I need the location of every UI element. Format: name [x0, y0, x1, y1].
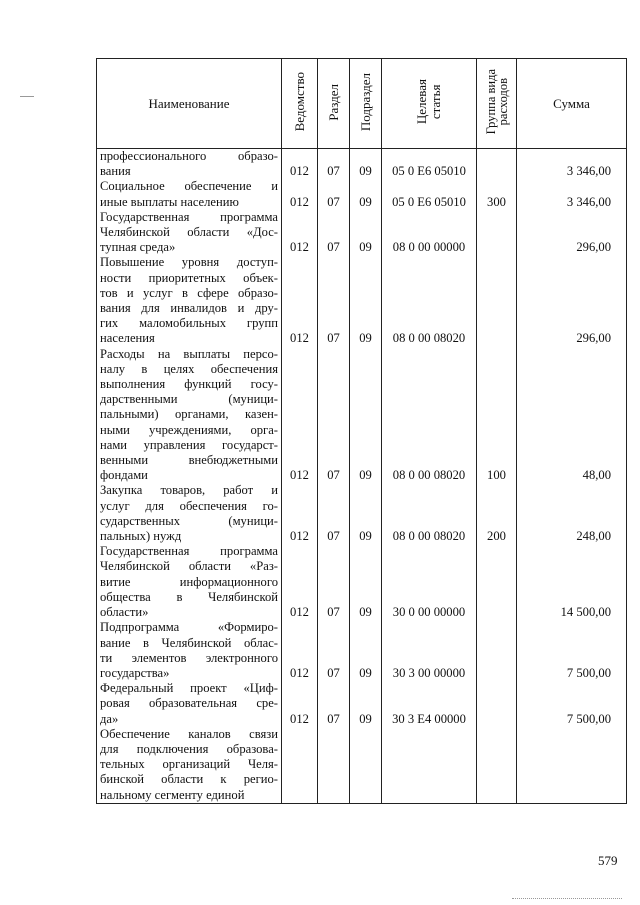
name-line: Государственная программа [100, 544, 278, 559]
name-line: Расходы на выплаты персо- [100, 346, 278, 361]
cell-tselevaya: 30 3 Е4 00000 [382, 681, 477, 727]
cell-vedomstvo: 012 [282, 149, 318, 180]
name-line: Федеральный проект «Циф- [100, 681, 278, 696]
cell-podrazdel: 09 [350, 681, 382, 727]
cell-tselevaya: 08 0 00 00000 [382, 210, 477, 256]
name-line: ными учреждениями, орга- [100, 422, 278, 437]
cell-gruppa [477, 255, 517, 346]
name-line: Закупка товаров, работ и [100, 483, 278, 498]
cell-tselevaya: 30 3 00 00000 [382, 620, 477, 681]
name-line: тупная среда» [100, 240, 176, 255]
name-line: пальными) органами, казен- [100, 407, 278, 422]
cell-summa [517, 727, 627, 804]
name-line: ровая образовательная сре- [100, 696, 278, 711]
name-line: общества в Челябинской [100, 589, 278, 604]
cell-summa: 3 346,00 [517, 179, 627, 209]
table-row [97, 210, 627, 256]
cell-name [97, 179, 282, 209]
cell-gruppa: 300 [477, 179, 517, 209]
header-name: Наименование [97, 59, 282, 149]
cell-podrazdel: 09 [350, 210, 382, 256]
name-line: гих маломобильных групп [100, 316, 278, 331]
name-line: тов и услуг в сфере образо- [100, 285, 278, 300]
cell-name [97, 210, 282, 256]
name-line: вания для инвалидов и дру- [100, 301, 278, 316]
name-line: дарственными (муници- [100, 392, 278, 407]
cell-gruppa: 100 [477, 347, 517, 484]
name-line: для подключения образова- [100, 741, 278, 756]
name-line: ти элементов электронного [100, 650, 278, 665]
cell-podrazdel [350, 727, 382, 804]
cell-tselevaya: 05 0 Е6 05010 [382, 149, 477, 180]
cell-razdel [318, 727, 350, 804]
cell-name [97, 620, 282, 681]
cell-vedomstvo: 012 [282, 210, 318, 256]
header-razdel: Раздел [318, 59, 350, 149]
header-gruppa: Группа вида расходов [477, 59, 517, 149]
name-line: да» [100, 711, 119, 726]
name-line: фондами [100, 468, 148, 483]
cell-podrazdel: 09 [350, 347, 382, 484]
cell-name [97, 149, 282, 180]
cell-gruppa [477, 620, 517, 681]
name-line: услуг для обеспечения го- [100, 498, 278, 513]
cell-gruppa [477, 681, 517, 727]
name-line: налу в целях обеспечения [100, 361, 278, 376]
cell-razdel: 07 [318, 149, 350, 180]
cell-razdel: 07 [318, 255, 350, 346]
table-row [97, 149, 627, 180]
cell-name [97, 483, 282, 544]
name-line: населения [100, 331, 155, 346]
cell-summa: 296,00 [517, 255, 627, 346]
name-line: Челябинской области «Дос- [100, 225, 278, 240]
cell-gruppa [477, 149, 517, 180]
page-number: 579 [598, 853, 618, 868]
cell-razdel: 07 [318, 620, 350, 681]
footer-line [512, 898, 622, 900]
margin-mark [20, 96, 34, 97]
table-row [97, 483, 627, 544]
cell-vedomstvo: 012 [282, 620, 318, 681]
table-row [97, 179, 627, 209]
cell-vedomstvo: 012 [282, 179, 318, 209]
cell-tselevaya [382, 727, 477, 804]
cell-summa: 14 500,00 [517, 544, 627, 620]
cell-vedomstvo: 012 [282, 544, 318, 620]
cell-podrazdel: 09 [350, 483, 382, 544]
name-line: ности приоритетных объек- [100, 270, 278, 285]
cell-razdel: 07 [318, 179, 350, 209]
cell-tselevaya: 08 0 00 08020 [382, 347, 477, 484]
cell-razdel: 07 [318, 681, 350, 727]
cell-tselevaya: 30 0 00 00000 [382, 544, 477, 620]
table-row [97, 620, 627, 681]
cell-podrazdel: 09 [350, 620, 382, 681]
name-line: сударственных (муници- [100, 513, 278, 528]
cell-razdel: 07 [318, 210, 350, 256]
name-line: Челябинской области «Раз- [100, 559, 278, 574]
cell-vedomstvo [282, 727, 318, 804]
cell-summa: 7 500,00 [517, 681, 627, 727]
name-line: государства» [100, 665, 170, 680]
name-line: вания [100, 164, 131, 179]
name-line: иные выплаты населению [100, 194, 239, 209]
cell-gruppa [477, 544, 517, 620]
cell-vedomstvo: 012 [282, 255, 318, 346]
cell-podrazdel: 09 [350, 179, 382, 209]
name-line: тельных организаций Челя- [100, 757, 278, 772]
name-line: венными внебюджетными [100, 453, 278, 468]
cell-razdel: 07 [318, 347, 350, 484]
table-row [97, 255, 627, 346]
name-line: пальных) нужд [100, 529, 182, 544]
budget-table [96, 58, 627, 804]
name-line: нальному сегменту единой [100, 787, 245, 802]
name-line: области» [100, 605, 149, 620]
cell-gruppa [477, 727, 517, 804]
cell-summa: 3 346,00 [517, 149, 627, 180]
cell-tselevaya: 05 0 Е6 05010 [382, 179, 477, 209]
cell-vedomstvo: 012 [282, 681, 318, 727]
cell-name [97, 544, 282, 620]
cell-vedomstvo: 012 [282, 483, 318, 544]
name-line: выполнения функций госу- [100, 377, 278, 392]
header-podrazdel: Подраздел [350, 59, 382, 149]
cell-summa: 248,00 [517, 483, 627, 544]
table-row [97, 727, 627, 804]
cell-name [97, 681, 282, 727]
table-header-row [97, 59, 627, 149]
name-line: нами управления государст- [100, 437, 278, 452]
name-line: Подпрограмма «Формиро- [100, 620, 278, 635]
cell-tselevaya: 08 0 00 08020 [382, 255, 477, 346]
cell-podrazdel: 09 [350, 544, 382, 620]
cell-summa: 7 500,00 [517, 620, 627, 681]
name-line: Социальное обеспечение и [100, 179, 278, 194]
cell-name [97, 255, 282, 346]
table-row [97, 681, 627, 727]
cell-podrazdel: 09 [350, 149, 382, 180]
name-line: Государственная программа [100, 209, 278, 224]
name-line: вание в Челябинской облас- [100, 635, 278, 650]
cell-name [97, 727, 282, 804]
cell-gruppa [477, 210, 517, 256]
header-summa: Сумма [517, 59, 627, 149]
header-vedomstvo: Ведомство [282, 59, 318, 149]
cell-gruppa: 200 [477, 483, 517, 544]
cell-summa: 296,00 [517, 210, 627, 256]
table-row [97, 347, 627, 484]
cell-tselevaya: 08 0 00 08020 [382, 483, 477, 544]
cell-vedomstvo: 012 [282, 347, 318, 484]
cell-razdel: 07 [318, 483, 350, 544]
cell-summa: 48,00 [517, 347, 627, 484]
name-line: бинской области к регио- [100, 772, 278, 787]
name-line: витие информационного [100, 574, 278, 589]
table-row [97, 544, 627, 620]
name-line: профессионального образо- [100, 149, 278, 163]
cell-name [97, 347, 282, 484]
name-line: Повышение уровня доступ- [100, 255, 278, 270]
name-line: Обеспечение каналов связи [100, 726, 278, 741]
cell-razdel: 07 [318, 544, 350, 620]
cell-podrazdel: 09 [350, 255, 382, 346]
header-tselevaya: Целевая статья [382, 59, 477, 149]
